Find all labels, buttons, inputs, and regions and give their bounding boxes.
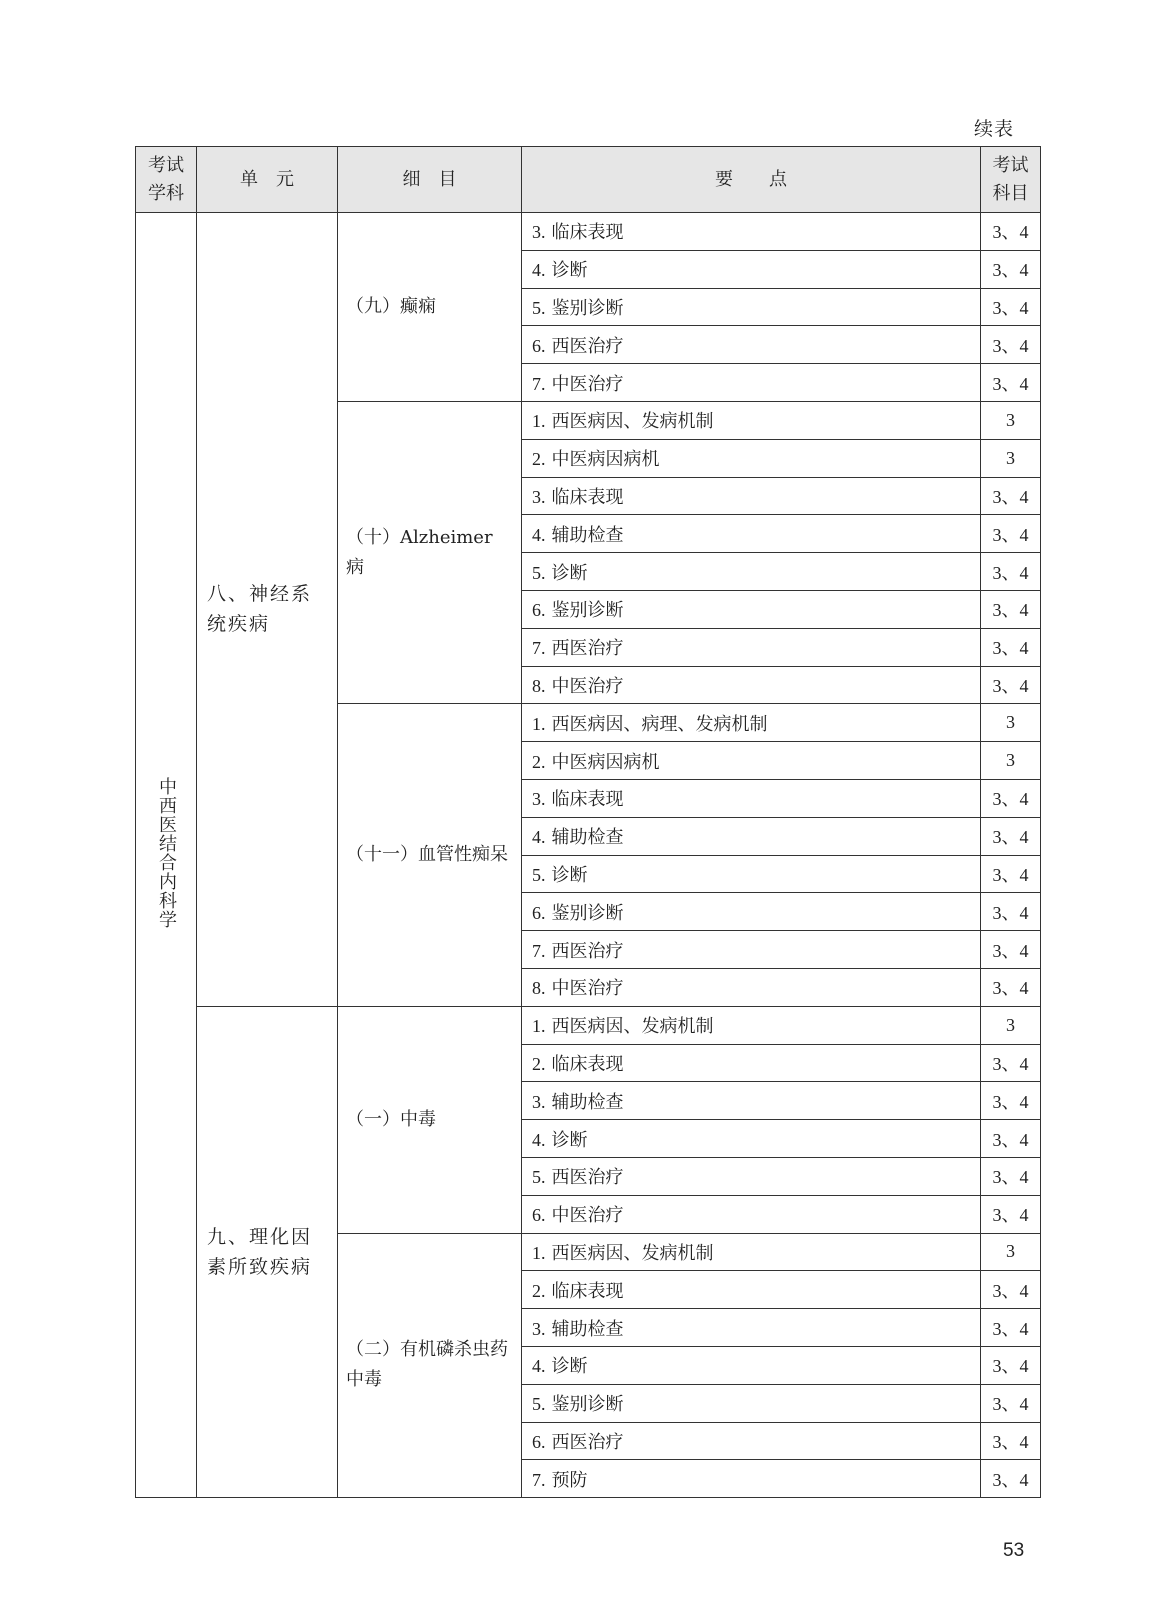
point-cell [522,628,981,666]
point-text: 诊断 [551,864,588,886]
exam-subject-cell: 3、4 [981,515,1041,553]
unit-cell: 九、理化因素所致疾病 [197,1006,338,1497]
point-text: 中医治疗 [551,373,624,395]
exam-subject-cell: 3、4 [981,590,1041,628]
point-text: 临床表现 [551,1053,624,1075]
header-unit: 单 元 [197,147,338,213]
point-text: 中医治疗 [551,1205,624,1227]
point-cell [522,893,981,931]
exam-subject-cell: 3、4 [981,1082,1041,1120]
point-cell [522,1195,981,1233]
point-cell [522,1233,981,1271]
point-number: 2. [532,1053,546,1074]
exam-subject-cell: 3、4 [981,1044,1041,1082]
point-text: 诊断 [551,260,588,282]
point-cell [522,250,981,288]
point-text: 西医治疗 [551,940,624,962]
point-text: 中医治疗 [551,978,624,1000]
point-number: 1. [532,411,546,432]
table-header [136,147,1041,213]
point-cell [522,1384,981,1422]
subject-cell [136,213,197,1498]
point-number: 7. [532,1469,546,1490]
point-text: 临床表现 [551,1280,624,1302]
point-text: 西医治疗 [551,1167,624,1189]
page-number: 53 [1003,1540,1025,1561]
exam-subject-cell: 3 [981,1233,1041,1271]
header-subject-line1: 考试 [148,154,184,176]
point-text: 中医病因病机 [551,751,660,773]
point-cell [522,515,981,553]
exam-subject-cell: 3、4 [981,250,1041,288]
point-number: 1. [532,713,546,734]
continued-label: 续表 [973,118,1014,140]
exam-subject-cell: 3、4 [981,477,1041,515]
header-row [136,147,1041,213]
exam-subject-cell: 3、4 [981,1195,1041,1233]
point-number: 8. [532,978,546,999]
point-cell [522,364,981,402]
point-number: 3. [532,1318,546,1339]
point-number: 5. [532,1394,546,1415]
point-cell [522,1006,981,1044]
header-exam-subject [981,147,1041,213]
exam-subject-cell: 3、4 [981,968,1041,1006]
header-point: 要 点 [522,147,981,213]
point-number: 1. [532,1016,546,1037]
point-number: 5. [532,297,546,318]
point-cell [522,779,981,817]
point-text: 鉴别诊断 [551,902,624,924]
point-text: 中医病因病机 [551,449,660,471]
header-exam-line2: 科目 [992,182,1029,204]
point-number: 1. [532,1242,546,1263]
point-cell [522,590,981,628]
point-text: 西医治疗 [551,335,624,357]
detail-cell: （九）癫痫 [338,213,522,402]
table-body [136,213,1041,1498]
point-cell [522,742,981,780]
exam-subject-cell: 3 [981,704,1041,742]
point-text: 辅助检查 [551,827,624,849]
exam-subject-cell: 3、4 [981,893,1041,931]
point-cell [522,666,981,704]
point-number: 8. [532,675,546,696]
point-number: 2. [532,751,546,772]
exam-subject-cell: 3 [981,1006,1041,1044]
header-exam-line1: 考试 [992,154,1029,176]
point-cell [522,931,981,969]
point-number: 2. [532,449,546,470]
unit-cell: 八、神经系统疾病 [197,213,338,1007]
point-number: 6. [532,1431,546,1452]
point-number: 5. [532,1167,546,1188]
exam-subject-cell: 3、4 [981,326,1041,364]
point-text: 诊断 [551,1129,588,1151]
exam-subject-cell: 3、4 [981,288,1041,326]
point-cell [522,213,981,251]
point-cell [522,817,981,855]
point-number: 7. [532,638,546,659]
point-text: 临床表现 [551,486,624,508]
point-number: 4. [532,1356,546,1377]
header-subject-line2: 学科 [148,182,184,204]
point-cell [522,1044,981,1082]
point-cell [522,1346,981,1384]
point-number: 5. [532,864,546,885]
point-number: 6. [532,335,546,356]
point-number: 6. [532,1205,546,1226]
detail-cell: （一）中毒 [338,1006,522,1233]
point-number: 2. [532,1280,546,1301]
exam-subject-cell: 3、4 [981,1120,1041,1158]
point-text: 西医病因、发病机制 [551,411,714,433]
point-cell [522,1120,981,1158]
point-text: 辅助检查 [551,524,624,546]
header-subject [136,147,197,213]
point-text: 临床表现 [551,222,624,244]
point-number: 4. [532,1129,546,1150]
table-row [136,1006,1041,1044]
point-number: 5. [532,562,546,583]
point-cell [522,1460,981,1498]
exam-subject-cell: 3、4 [981,364,1041,402]
point-cell [522,855,981,893]
syllabus-table [135,146,1041,1498]
point-text: 西医治疗 [551,1431,624,1453]
detail-cell: （二）有机磷杀虫药中毒 [338,1233,522,1498]
point-text: 诊断 [551,1356,588,1378]
exam-subject-cell: 3、4 [981,1271,1041,1309]
header-detail: 细 目 [338,147,522,213]
exam-subject-cell: 3、4 [981,1157,1041,1195]
point-text: 鉴别诊断 [551,600,624,622]
point-text: 辅助检查 [551,1318,624,1340]
point-cell [522,553,981,591]
point-text: 鉴别诊断 [551,297,624,319]
point-text: 西医治疗 [551,638,624,660]
exam-subject-cell: 3、4 [981,1460,1041,1498]
point-number: 3. [532,222,546,243]
point-cell [522,1082,981,1120]
point-number: 3. [532,486,546,507]
point-cell [522,439,981,477]
exam-subject-cell: 3、4 [981,817,1041,855]
detail-cell: （十一）血管性痴呆 [338,704,522,1006]
point-cell [522,1157,981,1195]
exam-subject-cell: 3、4 [981,1309,1041,1347]
exam-subject-cell: 3、4 [981,1346,1041,1384]
point-text: 西医病因、病理、发病机制 [551,713,768,735]
subject-name: 中西医结合内科学 [156,776,177,929]
point-cell [522,1422,981,1460]
detail-cell: （十）Alzheimer 病 [338,401,522,703]
exam-subject-cell: 3、4 [981,931,1041,969]
point-text: 辅助检查 [551,1091,624,1113]
exam-subject-cell: 3、4 [981,628,1041,666]
exam-subject-cell: 3、4 [981,855,1041,893]
exam-subject-cell: 3、4 [981,553,1041,591]
point-cell [522,1309,981,1347]
point-text: 预防 [551,1469,588,1491]
point-number: 7. [532,373,546,394]
point-text: 诊断 [551,562,588,584]
point-cell [522,1271,981,1309]
point-text: 临床表现 [551,789,624,811]
exam-subject-cell: 3、4 [981,213,1041,251]
exam-subject-cell: 3、4 [981,666,1041,704]
point-number: 6. [532,902,546,923]
exam-subject-cell: 3 [981,439,1041,477]
point-number: 4. [532,524,546,545]
exam-subject-cell: 3 [981,401,1041,439]
point-text: 西医病因、发病机制 [551,1016,714,1038]
point-cell [522,288,981,326]
point-text: 西医病因、发病机制 [551,1242,714,1264]
exam-subject-cell: 3、4 [981,779,1041,817]
exam-subject-cell: 3 [981,742,1041,780]
point-cell [522,326,981,364]
point-text: 中医治疗 [551,675,624,697]
table-row [136,213,1041,251]
exam-subject-cell: 3、4 [981,1384,1041,1422]
point-number: 4. [532,827,546,848]
exam-subject-cell: 3、4 [981,1422,1041,1460]
point-number: 7. [532,940,546,961]
point-cell [522,968,981,1006]
point-cell [522,704,981,742]
point-text: 鉴别诊断 [551,1394,624,1416]
point-number: 6. [532,600,546,621]
point-number: 3. [532,789,546,810]
point-cell [522,477,981,515]
point-cell [522,401,981,439]
point-number: 4. [532,260,546,281]
point-number: 3. [532,1091,546,1112]
